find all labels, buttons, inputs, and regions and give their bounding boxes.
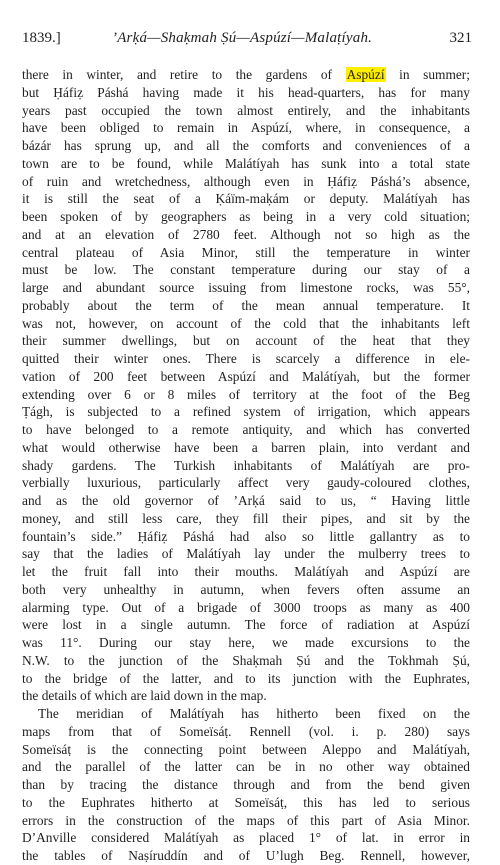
text-line	[22, 439, 470, 457]
text-line	[22, 190, 470, 208]
text-line	[22, 137, 470, 155]
text-line	[22, 84, 470, 102]
text-line-content: and as the old governor of ’Arḳá said to us, “ Having little	[22, 493, 470, 508]
text-line-content: of ruin and wretchedness, although even in Ḥáfiẓ Páshá’s absence,	[22, 173, 470, 189]
running-title: ’Arḳá—Shaḳmah Ṣú—Aspúzí—Malaṭíyah.	[112, 30, 373, 46]
text-line	[22, 66, 470, 84]
text-line	[22, 457, 470, 475]
text-line	[22, 563, 470, 581]
text-line-content: but Ḥáfiẓ Páshá having made it his head-quarters, has for many	[22, 84, 470, 100]
text-line-content: in summer;	[385, 67, 470, 82]
text-line	[22, 261, 470, 279]
text-line	[22, 723, 470, 741]
text-line	[22, 332, 470, 350]
text-line-content: there in winter, and retire to the gardens of	[22, 67, 346, 82]
text-line-content: quitted their winter ones. There is scarcely a difference in ele-	[22, 351, 470, 366]
text-line-content: alarming type. Out of a brigade of 3000 troops as many as 400	[22, 599, 470, 615]
text-line	[22, 226, 470, 244]
text-line-content: N.W. to the junction of the Shaḳmah Ṣú and the Tokhmah Ṣú,	[22, 652, 470, 668]
text-line-content: and the parallel of the latter can be in no other way obtained	[22, 759, 470, 775]
text-line	[22, 350, 470, 368]
text-line	[22, 474, 470, 492]
text-line	[22, 421, 470, 439]
text-line	[22, 758, 470, 776]
text-line	[22, 670, 470, 688]
text-line	[22, 492, 470, 510]
page-number: 321	[449, 30, 472, 46]
text-line	[22, 741, 470, 759]
text-line	[22, 528, 470, 546]
text-line-content: probably about the term of the mean annual temperature. It	[22, 297, 470, 313]
text-line	[22, 599, 470, 617]
text-line-content: must be low. The constant temperature during our stay of a	[22, 262, 470, 278]
text-line-content: than by tracing the distance through and from the bend given	[22, 777, 470, 792]
text-line	[22, 297, 470, 315]
text-line-content: say that the ladies of Malátíyah lay under the mulberry trees to	[22, 546, 470, 562]
text-line-content: both very unhealthy in autumn, when fevers often assume an	[22, 581, 470, 597]
text-line-content: were lost in a single autumn. The force of radiation at Aspúzí	[22, 617, 470, 633]
text-line-content: vation of 200 feet between Aspúzí and Malátíyah, but the former	[22, 368, 470, 384]
text-line-content: shady gardens. The Turkish inhabitants of Malátíyah are pro-	[22, 457, 470, 473]
text-line-content: bázár has sprung up, and all the comforts and conveniences of a	[22, 138, 470, 153]
highlighted-word: Aspúzí	[346, 67, 385, 82]
text-line	[22, 634, 470, 652]
text-line-content: fountain’s side.” Ḥáfiẓ Páshá had also so little gallantry as to	[22, 528, 470, 544]
text-line-content: to have belonged to a remote antiquity, and which has converted	[22, 422, 470, 437]
text-line-content: and at an elevation of 2780 feet. Although not so high as the	[22, 226, 470, 242]
text-line-content: it is still the seat of a Ḳáïm-maḳám or deputy. Malátíyah has	[22, 191, 470, 207]
text-line	[22, 687, 470, 705]
text-line-content: central plateau of Asia Minor, still the temperature in winter	[22, 244, 470, 260]
text-line	[22, 208, 470, 226]
text-line	[22, 155, 470, 173]
text-line	[22, 173, 470, 191]
text-line-content: was 11°. During our stay here, we made excursions to the	[22, 635, 470, 650]
text-line	[22, 244, 470, 262]
text-line-content: their summer dwellings, but on account of the heat that they	[22, 333, 470, 349]
text-line	[22, 386, 470, 404]
text-line-content: money, and still less care, they fill their pipes, and sit by the	[22, 510, 470, 526]
text-line-content: years past occupied the town almost entirely, and the inhabitants	[22, 102, 470, 118]
text-line	[22, 403, 470, 421]
text-line	[22, 829, 470, 847]
header-year: 1839.]	[22, 30, 61, 46]
body-text	[22, 66, 470, 865]
text-line-content: have been obliged to remain in Aspúzí, where, in consequence, a	[22, 120, 470, 136]
text-line-content: was not, however, on account of the cold that the inhabitants left	[22, 315, 470, 331]
text-line-content: Ṭágh, is subjected to a refined system of irrigation, which appears	[22, 404, 470, 420]
text-line-content: the details of which are laid down in the map.	[22, 688, 267, 704]
page-header	[22, 30, 472, 52]
text-line	[22, 705, 470, 723]
text-line	[22, 776, 470, 794]
text-line-content: verbially luxurious, particularly affect very gaudy-coloured clothes,	[22, 475, 470, 491]
text-line-content: what would otherwise have been a barren plain, into verdant and	[22, 439, 470, 455]
text-line	[22, 510, 470, 528]
text-line-content: town are to be found, while Malátíyah has sunk into a total state	[22, 155, 470, 171]
text-line-content: to the Euphrates hitherto at Someïsáṭ, this has led to serious	[22, 794, 470, 810]
text-line	[22, 545, 470, 563]
text-line	[22, 847, 470, 865]
text-line	[22, 102, 470, 120]
text-line	[22, 315, 470, 333]
text-line-content: the tables of Naṣíruddín and of U’lugh Beg. Rennell, however,	[22, 848, 470, 863]
text-line-content: to the bridge of the latter, and to its junction with the Euphrates,	[22, 670, 470, 686]
text-line	[22, 616, 470, 634]
text-line	[22, 652, 470, 670]
text-line	[22, 581, 470, 599]
text-line-content: Someïsáṭ is the connecting point between Aleppo and Malátíyah,	[22, 741, 470, 757]
text-line-content: D’Anville considered Malátíyah as placed 1° of lat. in error in	[22, 830, 470, 846]
text-line-content: maps from that of Someïsáṭ. Rennell (vol. i. p. 280) says	[22, 723, 470, 739]
text-line-content: extending over 6 or 8 miles of territory at the foot of the Beg	[22, 386, 470, 402]
text-line-content: The meridian of Malátíyah has hitherto been fixed on the	[38, 706, 470, 721]
text-line-content: large and abundant source issuing from limestone rocks, was 55°,	[22, 280, 470, 295]
text-line-content: errors in the construction of the maps of this part of Asia Minor.	[22, 812, 470, 828]
text-line-content: been spoken of by geographers as being in a very cold situation;	[22, 209, 470, 224]
text-line	[22, 279, 470, 297]
text-line	[22, 368, 470, 386]
text-line	[22, 812, 470, 830]
text-line-content: let the fruit fall into their mouths. Malátíyah and Aspúzí are	[22, 564, 470, 579]
text-line	[22, 794, 470, 812]
text-line	[22, 119, 470, 137]
